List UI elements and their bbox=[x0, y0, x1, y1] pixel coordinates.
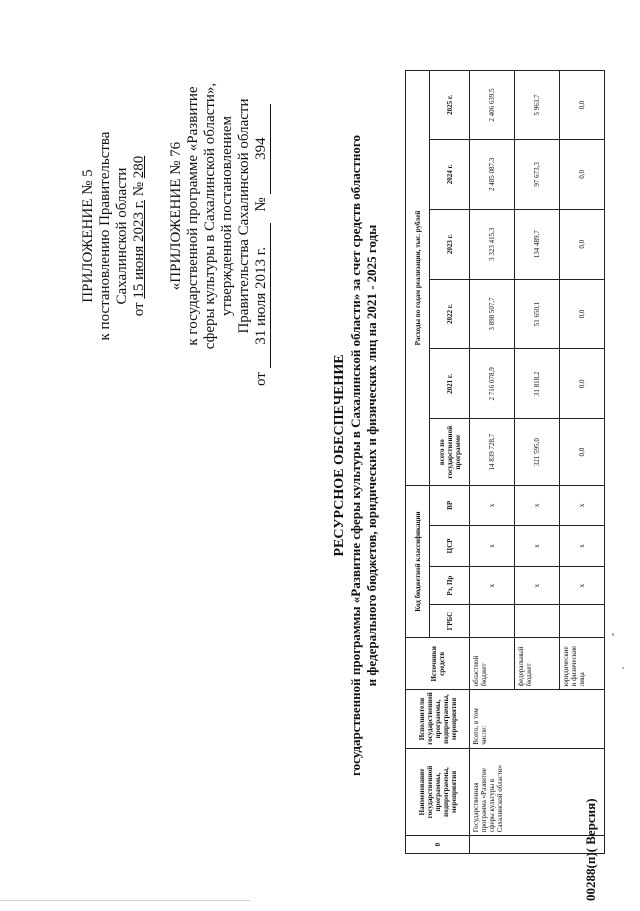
appendix-old-date-line bbox=[253, 46, 271, 386]
y2025-cell: 5 963,7 bbox=[515, 71, 560, 140]
scan-edge bbox=[0, 900, 250, 901]
header-budget-code: Код бюджетной классификации bbox=[406, 486, 430, 638]
appendix-new-date: 15 июня 2023 г. bbox=[131, 200, 147, 299]
header-year-2021: 2021 г. bbox=[430, 349, 470, 419]
header-executor: Исполнители государственной программы, подпрограммы, мероприятия bbox=[406, 690, 470, 748]
csr-cell: x bbox=[470, 525, 515, 567]
heading-title: РЕСУРСНОЕ ОБЕСПЕЧЕНИЕ bbox=[332, 354, 347, 557]
grbs-cell bbox=[470, 604, 515, 637]
date-prefix: от bbox=[253, 372, 269, 386]
header-csr: ЦСР bbox=[430, 525, 470, 567]
source-cell: юридические и физические лица bbox=[560, 638, 605, 690]
y2023-cell: 3 323 415,3 bbox=[470, 209, 515, 279]
header-source: Источники средств bbox=[406, 638, 470, 690]
appendix-old-number: 394 bbox=[253, 104, 271, 194]
appendix-old-line1: к государственной программе «Развитие bbox=[185, 86, 201, 346]
appendix-old-line4: Правительства Сахалинской области bbox=[236, 98, 252, 334]
header-year-2025: 2025 г. bbox=[430, 71, 470, 140]
header-expenses: Расходы по годам реализации, тыс. рублей bbox=[406, 71, 430, 486]
total-cell: 14 839 728,7 bbox=[470, 419, 515, 486]
corner-cell: 0 bbox=[406, 836, 470, 854]
rzpr-cell: x bbox=[470, 567, 515, 605]
total-cell: 321 595,0 bbox=[515, 419, 560, 486]
grbs-cell bbox=[560, 604, 605, 637]
y2021-cell: 31 818,2 bbox=[515, 349, 560, 419]
date-prefix: от bbox=[131, 302, 147, 317]
number-prefix: № bbox=[253, 197, 269, 212]
appendix-old-line2: сферы культуры в Сахалинской области», bbox=[202, 82, 218, 350]
source-cell: областной бюджет bbox=[470, 638, 515, 690]
scan-speck bbox=[612, 633, 614, 636]
appendix-new-number: 280 bbox=[131, 155, 147, 179]
csr-cell: x bbox=[515, 525, 560, 567]
y2022-cell: 3 898 507,7 bbox=[470, 279, 515, 349]
vr-cell: x bbox=[560, 486, 605, 526]
vr-cell: x bbox=[470, 486, 515, 526]
vr-cell: x bbox=[515, 486, 560, 526]
y2021-cell: 2 716 078,9 bbox=[470, 349, 515, 419]
y2024-cell: 97 673,3 bbox=[515, 139, 560, 209]
scan-speck bbox=[622, 667, 624, 669]
appendix-new-title: ПРИЛОЖЕНИЕ № 5 bbox=[80, 169, 96, 303]
total-cell: 0,0 bbox=[560, 419, 605, 486]
heading-subtitle-2: и федерального бюджетов, юридических и физических лиц на 2021 - 2025 годы bbox=[364, 224, 379, 687]
header-grbs: ГРБС bbox=[430, 604, 470, 637]
executor-cell: Всего, в том числе: bbox=[470, 690, 605, 748]
table-row bbox=[470, 71, 515, 854]
appendix-new-block bbox=[80, 76, 148, 396]
header-year-2023: 2023 г. bbox=[430, 209, 470, 279]
appendix-old-title: «ПРИЛОЖЕНИЕ № 76 bbox=[168, 141, 184, 291]
grbs-cell bbox=[515, 604, 560, 637]
resource-table bbox=[405, 70, 605, 854]
header-total: всего по государственной программе bbox=[430, 419, 470, 486]
program-name-cell: Государственная программа «Развитие сферы культуры в Сахалинской области» bbox=[470, 748, 605, 836]
y2021-cell: 0,0 bbox=[560, 349, 605, 419]
y2024-cell: 0,0 bbox=[560, 139, 605, 209]
y2022-cell: 0,0 bbox=[560, 279, 605, 349]
y2023-cell: 0,0 bbox=[560, 209, 605, 279]
appendix-old-line3: утвержденной постановлением bbox=[219, 116, 235, 316]
appendix-old-date: 31 июля 2013 г. bbox=[253, 223, 271, 368]
y2022-cell: 51 650,1 bbox=[515, 279, 560, 349]
y2025-cell: 0,0 bbox=[560, 71, 605, 140]
header-row-1 bbox=[406, 71, 430, 854]
appendix-new-line2: Сахалинской области bbox=[114, 167, 130, 305]
number-prefix: № bbox=[131, 181, 147, 197]
y2024-cell: 2 485 087,3 bbox=[470, 139, 515, 209]
header-rzpr: Рз, Пр bbox=[430, 567, 470, 605]
rzpr-cell: x bbox=[560, 567, 605, 605]
footer-code: 00288(п)( Версия) bbox=[583, 798, 598, 901]
appendix-new-date-line bbox=[131, 76, 148, 396]
source-cell: федеральный бюджет bbox=[515, 638, 560, 690]
rzpr-cell: x bbox=[515, 567, 560, 605]
header-vr: ВР bbox=[430, 486, 470, 526]
appendix-old-block bbox=[168, 46, 271, 386]
header-name: Наименование государственной программы, подпрограммы, мероприятия bbox=[406, 748, 470, 836]
resource-heading bbox=[332, 0, 380, 911]
header-year-2024: 2024 г. bbox=[430, 139, 470, 209]
csr-cell: x bbox=[560, 525, 605, 567]
y2023-cell: 134 489,7 bbox=[515, 209, 560, 279]
heading-subtitle-1: государственной программы «Развитие сферы культуры в Сахалинской области» за счет средств областного bbox=[348, 135, 363, 776]
header-year-2022: 2022 г. bbox=[430, 279, 470, 349]
y2025-cell: 2 406 639,5 bbox=[470, 71, 515, 140]
appendix-new-line1: к постановлению Правительства bbox=[97, 131, 113, 341]
